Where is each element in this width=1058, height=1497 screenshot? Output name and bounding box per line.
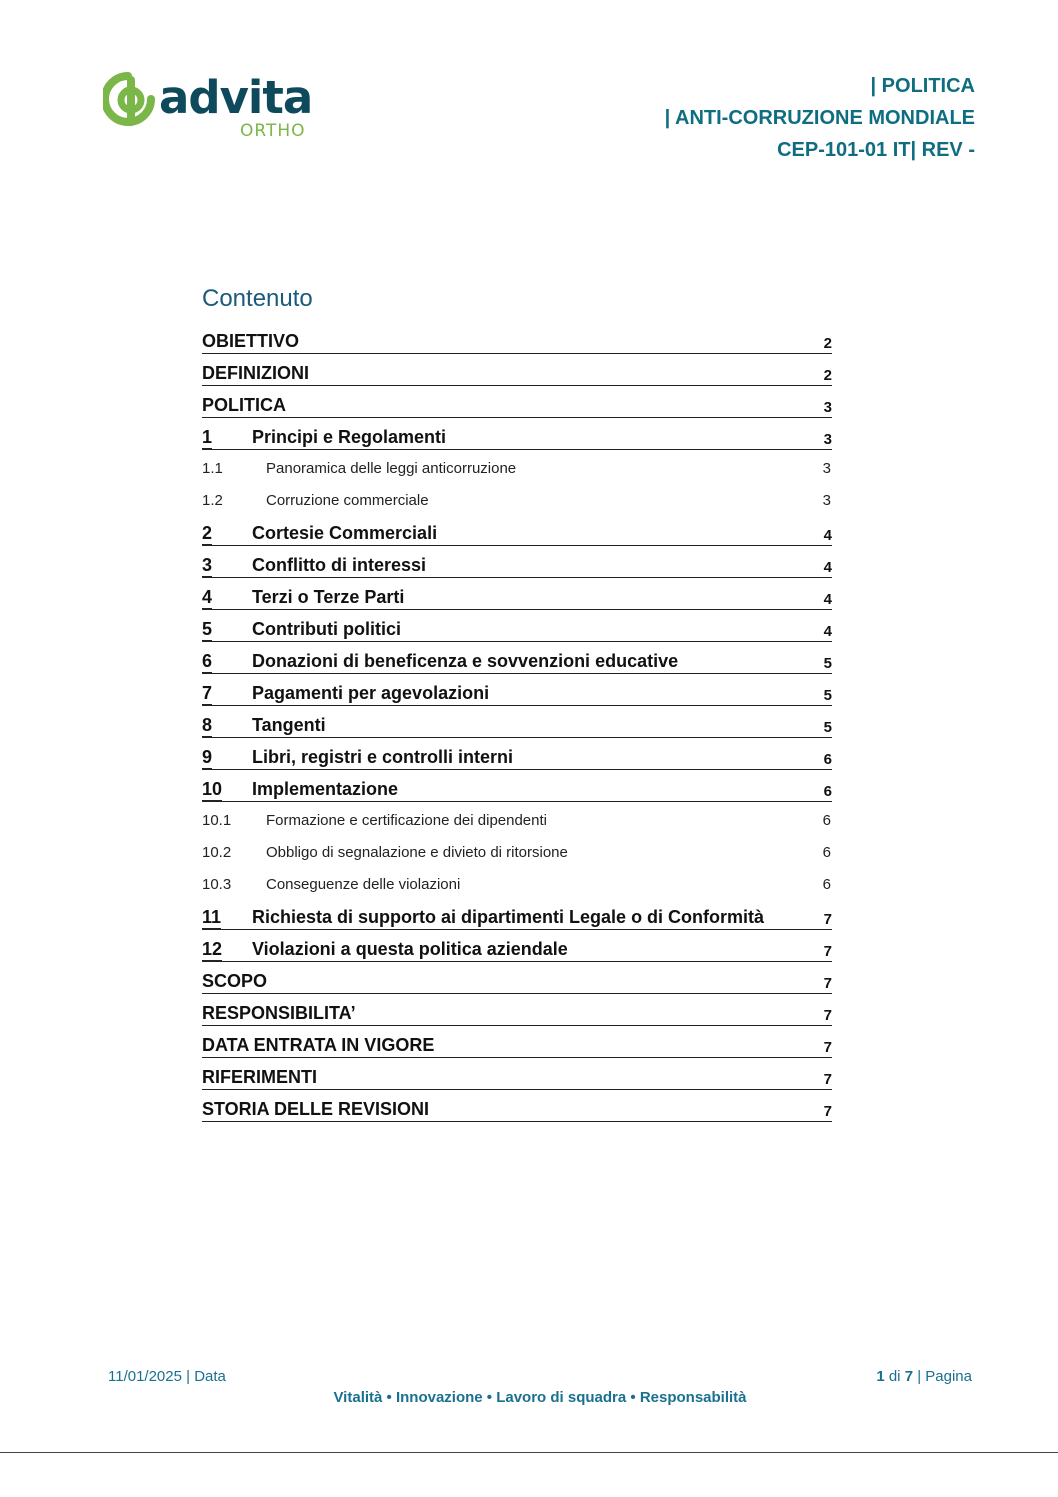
toc-entry[interactable] [202,323,832,355]
logo-wordmark: advita [159,71,313,124]
toc-entry-page: 2 [823,335,832,352]
toc-entry[interactable] [202,643,832,675]
footer-date: 11/01/2025 | Data [108,1368,226,1385]
toc-entry-number: 1 [202,427,213,447]
toc-entry-label: Conflitto di interessi [252,555,427,575]
toc-entry[interactable] [202,899,832,931]
toc-entry-label: Violazioni a questa politica aziendale [252,939,568,959]
toc-entry[interactable] [202,707,832,739]
toc-entry-number: 1.1 [202,460,223,477]
toc-entry-number: 10.2 [202,844,232,861]
toc-entry-label: Conseguenze delle violazioni [266,876,461,893]
toc-entry[interactable] [202,451,832,483]
toc-entry-page: 6 [823,783,832,800]
toc-entry[interactable] [202,355,832,387]
toc-entry[interactable] [202,835,832,867]
toc-entry-page: 2 [823,367,832,384]
toc-entry[interactable] [202,1059,832,1091]
toc-entry-page: 4 [823,623,832,640]
footer-page-total: 7 [904,1368,914,1385]
toc-entry-page: 5 [823,655,832,672]
toc-entry-number: 9 [202,747,213,767]
toc-entry-page: 7 [823,1103,832,1120]
toc-entry[interactable] [202,739,832,771]
footer-page-current: 1 [876,1368,885,1385]
toc-entry-page: 3 [822,460,831,477]
toc-entry-number: 5 [202,619,213,639]
header-line-title: | ANTI-CORRUZIONE MONDIALE [664,107,975,129]
toc-entry-label: Cortesie Commerciali [252,523,438,543]
toc-entry[interactable] [202,419,832,451]
toc-entry-label: Pagamenti per agevolazioni [252,683,490,703]
toc-entry-label: DATA ENTRATA IN VIGORE [202,1035,435,1055]
toc-entry[interactable] [202,867,832,899]
toc-entry[interactable] [202,931,832,963]
footer-motto: Vitalità • Innovazione • Lavoro di squadra • Responsabilità [333,1389,747,1406]
toc-entry-number: 4 [202,587,213,607]
toc-entry-page: 4 [823,527,832,544]
toc-entry-page: 7 [823,1039,832,1056]
advita-logo-icon [103,70,159,132]
toc-entry-number: 10.3 [202,876,232,893]
footer-page-of: di [888,1368,901,1385]
footer-page-suffix: | Pagina [917,1368,972,1385]
toc-entry[interactable] [202,675,832,707]
toc-entry-page: 6 [822,876,831,893]
toc-title: Contenuto [202,285,313,312]
toc-entry[interactable] [202,963,832,995]
toc-entry-page: 7 [823,943,832,960]
footer-page-number [876,1368,972,1385]
toc-entry-number: 1.2 [202,492,223,509]
toc-entry-label: Tangenti [252,715,326,735]
document-header [665,70,975,166]
toc-entry[interactable] [202,483,832,515]
toc-entry-label: Obbligo di segnalazione e divieto di ritorsione [266,844,568,861]
toc-entry[interactable] [202,611,832,643]
toc-entry-number: 12 [202,939,223,959]
toc-entry-label: DEFINIZIONI [202,363,309,383]
toc-entry-page: 4 [823,591,832,608]
toc-entry-page: 5 [823,719,832,736]
toc-entry[interactable] [202,1027,832,1059]
toc-entry-page: 5 [823,687,832,704]
toc-entry-label: Libri, registri e controlli interni [252,747,514,767]
toc-entry-label: Implementazione [252,779,399,799]
toc-entry[interactable] [202,1091,832,1123]
toc-entry[interactable] [202,995,832,1027]
toc-entry-label: OBIETTIVO [202,331,300,351]
toc-entry[interactable] [202,387,832,419]
toc-entry-label: STORIA DELLE REVISIONI [202,1099,430,1119]
toc-entry-number: 7 [202,683,213,703]
footer-divider [0,1452,1058,1453]
toc-entry[interactable] [202,547,832,579]
toc-entry[interactable] [202,803,832,835]
toc-entry-page: 7 [823,911,832,928]
toc-entry-page: 4 [823,559,832,576]
toc-entry-page: 3 [822,492,831,509]
toc-entry-number: 6 [202,651,213,671]
toc-entry-label: Panoramica delle leggi anticorruzione [266,460,517,477]
toc-entry-label: Contributi politici [252,619,401,639]
toc-entry-number: 10 [202,779,223,799]
toc-entry-page: 6 [822,812,831,829]
toc-entry-page: 7 [823,1007,832,1024]
toc-entry-label: Terzi o Terze Parti [252,587,405,607]
toc-entry-label: Formazione e certificazione dei dipendenti [266,812,547,829]
toc-entry-label: Corruzione commerciale [266,492,429,509]
toc-entry-page: 6 [823,751,832,768]
toc-entry-label: RESPONSIBILITA’ [202,1003,356,1023]
company-logo [103,70,318,142]
toc-entry-label: Principi e Regolamenti [252,427,447,447]
toc-list [202,323,832,1123]
header-line-code: CEP-101-01 IT| REV - [777,139,975,161]
toc-entry-label: Donazioni di beneficenza e sovvenzioni educative [252,651,679,671]
toc-entry-page: 7 [823,975,832,992]
toc-entry[interactable] [202,579,832,611]
toc-entry-label: POLITICA [202,395,286,415]
toc-entry-label: RIFERIMENTI [202,1067,317,1087]
toc-entry-number: 10.1 [202,812,232,829]
toc-entry-number: 11 [202,907,222,927]
toc-entry-page: 6 [822,844,831,861]
toc-entry[interactable] [202,771,832,803]
toc-entry[interactable] [202,515,832,547]
toc-entry-page: 3 [823,399,832,416]
header-line-policy: | POLITICA [870,75,975,97]
toc-entry-number: 2 [202,523,213,543]
toc-entry-page: 3 [823,431,832,448]
toc-entry-label: SCOPO [202,971,268,991]
toc-entry-page: 7 [823,1071,832,1088]
table-of-contents [202,283,832,1123]
toc-entry-label: Richiesta di supporto ai dipartimenti Legale o di Conformità [252,907,765,927]
toc-entry-number: 3 [202,555,213,575]
toc-entry-number: 8 [202,715,213,735]
logo-subtitle: ORTHO [240,121,306,141]
